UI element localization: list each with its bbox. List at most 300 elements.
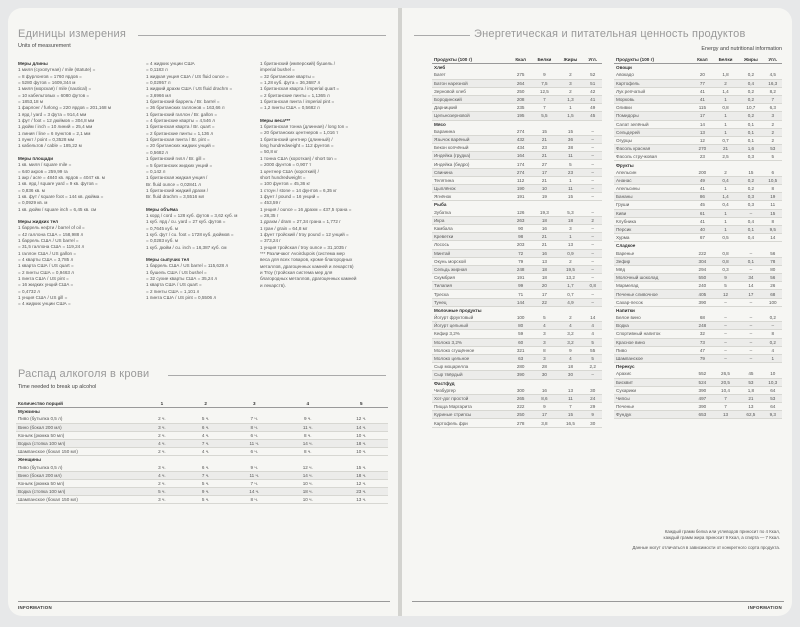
nutrition-value: 3 — [531, 354, 557, 362]
nutrition-value: 56 — [764, 274, 782, 282]
nutrition-value: 115 — [692, 104, 713, 112]
alcohol-title: Распад алкоголя в крови — [18, 368, 150, 380]
nutrition-product: Кефир 3,2% — [432, 330, 510, 338]
alcohol-row — [16, 423, 388, 431]
nutrition-value: 19,3 — [531, 209, 557, 217]
nutrition-product: Икра — [432, 216, 510, 224]
nutrition-product: Помидоры — [614, 112, 692, 120]
alcohol-hours: 18 ч. — [335, 471, 389, 479]
nutrition-note: каждый грамм жира приносит 9 Ккал, а спирта — 7 Ккал. — [663, 535, 780, 540]
units-line: веса для всех товаров, кроме благородных — [260, 257, 353, 263]
nutrition-group-name: Молочные продукты — [434, 307, 482, 313]
nutrition-value: – — [713, 330, 739, 338]
alcohol-hours: 12 ч. — [335, 479, 389, 487]
nutrition-value: 1,6 — [738, 145, 763, 153]
nutrition-value: 78 — [764, 257, 782, 265]
nutrition-product: Зубатка — [432, 209, 510, 217]
nutrition-value: 15 — [738, 169, 763, 177]
nutrition-value: 71 — [510, 290, 531, 298]
alcohol-hours: 5 ч. — [140, 488, 184, 496]
alcohol-hours: 12 ч. — [281, 464, 334, 472]
units-line: = 373,24 г — [260, 238, 281, 244]
nutrition-value: 294 — [692, 265, 713, 273]
nutrition-value: 0,2 — [764, 314, 782, 322]
nutrition-group-row — [614, 242, 782, 250]
units-line: = 4 жидких унции США — [146, 61, 195, 66]
units-line: 1 пинта США / US pint = 0,5506 л — [146, 295, 217, 301]
nutrition-product: Зефир — [614, 257, 692, 265]
nutrition-value: 2 — [764, 120, 782, 128]
units-line: = 0,02957 л — [146, 80, 171, 86]
units-line: short hundredweight = — [260, 174, 306, 180]
alcohol-hours: 10 ч. — [281, 496, 334, 504]
units-line: 1 британский галлон / Br. gallon = — [146, 111, 218, 117]
nutrition-product: Свинина — [432, 168, 510, 176]
alcohol-drink: Вино (бокал 200 мл) — [16, 471, 140, 479]
nutrition-value: 98 — [510, 233, 531, 241]
units-line: 1 унция тройская / troy ounce = 31,1035 г — [260, 244, 347, 250]
units-line: = 5280 футов = 1609,344 м — [18, 80, 76, 86]
alcohol-hours: 8 ч. — [281, 431, 334, 439]
alcohol-hours: 14 ч. — [281, 439, 334, 447]
units-line: 1 британская пинта / Br. pint = — [146, 137, 210, 143]
nutrition-value: 5,3 — [558, 209, 584, 217]
nutrition-value: 1,8 — [713, 71, 739, 79]
nutrition-value: 0,4 — [713, 176, 739, 184]
alcohol-hours: 18 ч. — [281, 488, 334, 496]
nutrition-value: 56 — [764, 250, 782, 258]
nutrition-value: 30 — [558, 371, 584, 379]
nutrition-value: 29 — [583, 403, 602, 411]
units-line: 1 фунт / pound = 16 унций = — [260, 193, 320, 199]
nutrition-value: 28 — [531, 363, 557, 371]
nutrition-row — [432, 411, 602, 419]
nutrition-value: 274 — [510, 128, 531, 136]
nutrition-row — [432, 79, 602, 87]
units-section-heading: Меры длины — [18, 61, 48, 66]
nutrition-row — [614, 370, 782, 378]
nutrition-product: Мёд — [614, 265, 692, 273]
nutrition-title: Энергетическая и питательная ценность продуктов — [474, 28, 746, 40]
nutrition-value: 7 — [531, 104, 557, 112]
units-line: = 100 фунтов = 45,36 кг — [260, 181, 311, 187]
units-section-heading: Меры сыпучих тел — [146, 256, 190, 262]
nutrition-row — [432, 241, 602, 249]
nutrition-value: 278 — [510, 419, 531, 427]
nutrition-product: Спортивный напиток — [614, 330, 692, 338]
nutrition-value: 0,8 — [713, 104, 739, 112]
nutrition-value: 16 — [531, 249, 557, 257]
units-line: = 1853,18 м — [18, 99, 43, 105]
nutrition-value: 2 — [764, 136, 782, 144]
nutrition-value: 16 — [531, 387, 557, 395]
left-page — [8, 8, 398, 616]
nutrition-value: 653 — [692, 411, 713, 419]
nutrition-value: 11 — [558, 394, 584, 402]
units-line: = 0,142 л — [146, 168, 166, 174]
nutrition-value: 0,1 — [738, 128, 763, 136]
nutrition-group-row — [614, 161, 782, 169]
nutrition-value: 53 — [738, 378, 763, 386]
nutrition-row — [614, 153, 782, 161]
nutrition-product: Оливки — [614, 104, 692, 112]
units-section-heading: Меры веса*** — [260, 117, 291, 123]
alcohol-hours: 7 ч. — [184, 471, 228, 479]
nutrition-product: Язычок варёный — [432, 135, 510, 143]
nutrition-value: 248 — [692, 322, 713, 330]
nutrition-value: – — [713, 314, 739, 322]
nutrition-row — [614, 354, 782, 362]
nutrition-row — [432, 354, 602, 362]
nutrition-value: 265 — [510, 394, 531, 402]
nutrition-product: Чизбургер — [432, 387, 510, 395]
nutrition-value: 15 — [558, 128, 584, 136]
nutrition-row — [432, 144, 602, 152]
nutrition-row — [432, 330, 602, 338]
nutrition-value: 61 — [692, 209, 713, 217]
nutrition-subtitle: Energy and nutritional information — [701, 46, 782, 52]
nutrition-value: 250 — [510, 411, 531, 419]
nutrition-value: 174 — [510, 160, 531, 168]
nutrition-row — [614, 250, 782, 258]
nutrition-product: Индейка (бедро) — [432, 160, 510, 168]
units-line: long hundredweight = 112 фунтов = — [260, 143, 334, 149]
units-line: 1 кварта США / US quart = — [146, 282, 202, 288]
units-line: 1 пинта США / US pint = — [18, 276, 69, 281]
nutrition-product: Картофель фри — [432, 419, 510, 427]
nutrition-product: Куриные стрипсы — [432, 411, 510, 419]
nutrition-value: 0,7 — [558, 290, 584, 298]
nutrition-product: Сыр твёрдый — [432, 371, 510, 379]
units-line: = 2000 фунтов = 0,907 т — [260, 162, 312, 168]
nutrition-row — [432, 314, 602, 322]
nutrition-product: Бородинский — [432, 95, 510, 103]
nutrition-value: 2 — [583, 216, 602, 224]
nutrition-product: Йогурт фруктовый — [432, 314, 510, 322]
nutrition-value: 13,2 — [558, 274, 584, 282]
units-line: 1 пункт / point = 0,3528 мм — [18, 137, 74, 143]
nutrition-value: 10 — [531, 185, 557, 193]
units-section-heading: Меры площади — [18, 155, 54, 161]
nutrition-product: Тунец — [432, 298, 510, 306]
units-line: = 1,2 пинты США = 0,5682 л — [260, 105, 320, 111]
units-line: 1 баррель США / US barrel = — [18, 237, 79, 243]
nutrition-product: Бекон копчёный — [432, 144, 510, 152]
nutrition-value: 15 — [558, 411, 584, 419]
nutrition-row — [614, 257, 782, 265]
alcohol-hours: 11 ч. — [228, 471, 281, 479]
nutrition-value: 1,8 — [738, 386, 763, 394]
nutrition-value: 12 — [692, 136, 713, 144]
nutrition-value: 250 — [510, 87, 531, 95]
nutrition-header-cell: Угл. — [583, 56, 602, 64]
nutrition-row — [614, 338, 782, 346]
units-line: 1 гран / grain = 64,8 мг — [260, 225, 308, 231]
nutrition-header-cell: Продукты (100 г) — [432, 56, 510, 64]
nutrition-row — [432, 176, 602, 184]
nutrition-value: 21 — [531, 241, 557, 249]
alcohol-hours: 2 ч. — [140, 415, 184, 423]
nutrition-value: 0,8 — [713, 257, 739, 265]
nutrition-value: – — [583, 224, 602, 232]
nutrition-value: 100 — [510, 314, 531, 322]
nutrition-value: 390 — [692, 403, 713, 411]
nutrition-value: 18 — [531, 274, 557, 282]
nutrition-value: – — [738, 322, 763, 330]
alcohol-group-row — [16, 408, 388, 416]
alcohol-title-rule — [168, 375, 386, 376]
nutrition-value: 0,3 — [738, 153, 763, 161]
alcohol-hours: 14 ч. — [228, 488, 281, 496]
nutrition-product: Печенье — [614, 403, 692, 411]
alcohol-hours: 7 ч. — [228, 415, 281, 423]
nutrition-value: 16,3 — [764, 79, 782, 87]
nutrition-value: 19 — [531, 193, 557, 201]
nutrition-row — [614, 234, 782, 242]
nutrition-value: 321 — [510, 346, 531, 354]
nutrition-product: Арахис — [614, 370, 692, 378]
nutrition-value: 405 — [692, 290, 713, 298]
nutrition-value: 20,5 — [713, 378, 739, 386]
nutrition-value: – — [764, 322, 782, 330]
nutrition-row — [614, 145, 782, 153]
units-line: 1 куб. ярд / cu. yard = 27 куб. футов = — [146, 219, 226, 225]
units-line: imperial bushel = — [260, 67, 295, 73]
nutrition-value: 263 — [510, 216, 531, 224]
nutrition-value: 0,4 — [738, 217, 763, 225]
nutrition-value: 2 — [713, 79, 739, 87]
units-line: 1 линия / line = 6 пунктов = 2,1 мм — [18, 130, 91, 136]
nutrition-group-name: Овощи — [616, 65, 632, 71]
nutrition-product: Дарницкий — [432, 104, 510, 112]
nutrition-product: Пиво — [614, 346, 692, 354]
alcohol-hours: 11 ч. — [281, 423, 334, 431]
nutrition-group-row — [432, 64, 602, 72]
nutrition-value: 1 — [558, 233, 584, 241]
nutrition-value: 270 — [692, 145, 713, 153]
nutrition-value: 2,2 — [583, 363, 602, 371]
nutrition-value: – — [713, 338, 739, 346]
alcohol-header-cell: Количество порций — [16, 400, 140, 408]
units-line: 1 жидкий драхм США / US fluid drachm = — [146, 86, 233, 92]
nutrition-value: 40 — [692, 225, 713, 233]
units-line: = 8 фурлонгов = 1760 ярдов = — [18, 73, 82, 79]
nutrition-value: 434 — [510, 144, 531, 152]
units-column-3 — [260, 61, 390, 289]
right-footer: INFORMATION — [748, 605, 782, 610]
alcohol-row — [16, 488, 388, 496]
nutrition-value: – — [583, 176, 602, 184]
nutrition-product: Мармелад — [614, 282, 692, 290]
nutrition-product: Огурцы — [614, 136, 692, 144]
nutrition-row — [614, 136, 782, 144]
nutrition-value: 16,5 — [558, 419, 584, 427]
nutrition-value: 0,2 — [738, 95, 763, 103]
nutrition-value: 248 — [510, 265, 531, 273]
nutrition-value: – — [583, 128, 602, 136]
nutrition-value: 7,5 — [531, 79, 557, 87]
nutrition-value: 10,3 — [764, 378, 782, 386]
nutrition-value: 8,2 — [764, 87, 782, 95]
alcohol-drink: Пиво (бутылка 0,5 л) — [16, 415, 140, 423]
alcohol-drink: Шампанское (бокал 150 мл) — [16, 496, 140, 504]
units-line: 1 кабельтов / cable = 185,22 м — [18, 143, 82, 149]
nutrition-value: 67 — [692, 234, 713, 242]
nutrition-value: 7 — [558, 403, 584, 411]
nutrition-value: 9 — [583, 411, 602, 419]
nutrition-value: 80 — [764, 265, 782, 273]
nutrition-value: 59 — [510, 330, 531, 338]
nutrition-product: Киви — [614, 209, 692, 217]
units-line: = 28,35 г — [260, 212, 279, 218]
nutrition-value: 86 — [692, 193, 713, 201]
nutrition-value: – — [583, 249, 602, 257]
alcohol-group-name: Женщины — [18, 457, 41, 463]
units-line: = 0,0283 куб. м — [146, 238, 179, 244]
nutrition-row — [432, 338, 602, 346]
nutrition-value: 18 — [558, 216, 584, 224]
nutrition-value: 22 — [531, 298, 557, 306]
nutrition-product: Фасоль красная — [614, 145, 692, 153]
nutrition-value: – — [583, 371, 602, 379]
nutrition-row — [432, 371, 602, 379]
nutrition-value: 390 — [510, 371, 531, 379]
nutrition-group-name: Сладкое — [616, 243, 636, 249]
nutrition-value: 18 — [531, 216, 557, 224]
nutrition-value: 49 — [692, 176, 713, 184]
nutrition-value: 26,5 — [713, 370, 739, 378]
units-line: = 0,5682 л — [146, 149, 168, 155]
nutrition-row — [432, 419, 602, 427]
nutrition-value: 15 — [531, 128, 557, 136]
units-line: = 2 пинты США = 0,9463 л — [18, 269, 74, 275]
nutrition-value: 432 — [510, 135, 531, 143]
units-line: 1 жидкая унция США / US fluid ounce = — [146, 73, 229, 79]
alcohol-row — [16, 431, 388, 439]
nutrition-value: 0,1 — [738, 257, 763, 265]
nutrition-row — [614, 265, 782, 273]
units-line: = 640 акров = 259,99 га — [18, 168, 68, 174]
nutrition-value: 4 — [558, 354, 584, 362]
nutrition-value: 13 — [738, 403, 763, 411]
nutrition-row — [614, 386, 782, 394]
units-line: = 0,836 кв. м — [18, 187, 45, 193]
nutrition-value: 4 — [583, 322, 602, 330]
nutrition-value: 17 — [692, 112, 713, 120]
nutrition-value: 8 — [531, 346, 557, 354]
nutrition-group-row — [614, 363, 782, 371]
nutrition-row — [614, 128, 782, 136]
nutrition-row — [614, 322, 782, 330]
nutrition-value: 64 — [764, 386, 782, 394]
nutrition-value: 30 — [531, 371, 557, 379]
nutrition-value: 0,2 — [764, 338, 782, 346]
units-line: 1 центнер США (короткий) / — [260, 168, 319, 174]
nutrition-value: 6,3 — [764, 104, 782, 112]
nutrition-value: 0,2 — [738, 71, 763, 79]
nutrition-value: 190 — [510, 185, 531, 193]
units-line: = 4 кварты США = 3,785 л — [18, 256, 74, 262]
nutrition-row — [614, 403, 782, 411]
nutrition-value: 20 — [531, 282, 557, 290]
alcohol-header-cell: 1 — [140, 400, 184, 408]
nutrition-value: 38 — [558, 144, 584, 152]
alcohol-header-cell: 5 — [335, 400, 389, 408]
nutrition-product: Клубника — [614, 217, 692, 225]
nutrition-product: Молоко цельное — [432, 354, 510, 362]
nutrition-value: 5 — [583, 354, 602, 362]
nutrition-value: – — [713, 354, 739, 362]
nutrition-value: 4 — [531, 322, 557, 330]
alcohol-group-name: Мужчины — [18, 409, 40, 415]
nutrition-product: Треска — [432, 290, 510, 298]
nutrition-value: 79 — [510, 257, 531, 265]
nutrition-product: Печенье сливочное — [614, 290, 692, 298]
units-line: = 2 британские пинты = 1,1365 л — [260, 92, 330, 98]
nutrition-product: Лук репчатый — [614, 87, 692, 95]
nutrition-value: 0,9 — [558, 249, 584, 257]
nutrition-product: Камбала — [432, 224, 510, 232]
nutrition-value: – — [583, 233, 602, 241]
nutrition-row — [614, 71, 782, 79]
nutrition-product: Картофель — [614, 79, 692, 87]
nutrition-group-name: Фастфуд — [434, 380, 455, 386]
nutrition-value: 53 — [764, 145, 782, 153]
nutrition-value: – — [583, 298, 602, 306]
alcohol-hours: 7 ч. — [184, 439, 228, 447]
alcohol-hours: 23 ч. — [335, 488, 389, 496]
nutrition-row — [432, 394, 602, 402]
nutrition-value: 17 — [531, 411, 557, 419]
alcohol-hours: 11 ч. — [228, 439, 281, 447]
units-title: Единицы измерения — [18, 28, 127, 40]
nutrition-value: 3,2 — [558, 338, 584, 346]
nutrition-product: Водка — [614, 322, 692, 330]
nutrition-value: 13 — [558, 241, 584, 249]
nutrition-value: 304 — [692, 257, 713, 265]
nutrition-product: Пицца Маргарита — [432, 403, 510, 411]
units-line: 1 куб. фут / cu. foot = 1728 куб. дюймов = — [146, 231, 234, 237]
nutrition-value: 63 — [510, 354, 531, 362]
nutrition-value: 1,4 — [713, 193, 739, 201]
nutrition-value: 3 — [531, 338, 557, 346]
nutrition-value: 1 — [764, 354, 782, 362]
alcohol-row — [16, 496, 388, 504]
nutrition-value: 27 — [531, 160, 557, 168]
nutrition-row — [432, 274, 602, 282]
nutrition-row — [614, 394, 782, 402]
units-line: = 0,0929 кв. м — [18, 200, 48, 206]
nutrition-value: 13 — [692, 128, 713, 136]
units-line: 1 британская жидкая унция / — [146, 175, 208, 181]
nutrition-value: 0,2 — [738, 87, 763, 95]
nutrition-group-row — [432, 306, 602, 314]
nutrition-value: 23 — [558, 168, 584, 176]
nutrition-value: – — [738, 338, 763, 346]
alcohol-drink: Вино (бокал 200 мл) — [16, 423, 140, 431]
units-line: *** Различают Avoirdupois (система мер — [260, 250, 345, 256]
alcohol-header-cell: 3 — [228, 400, 281, 408]
alcohol-hours: 6 ч. — [184, 423, 228, 431]
nutrition-value: 0,1 — [738, 120, 763, 128]
nutrition-value: 21 — [531, 152, 557, 160]
nutrition-value: 5,5 — [531, 112, 557, 120]
nutrition-product: Груши — [614, 201, 692, 209]
nutrition-value: – — [583, 152, 602, 160]
units-line: = 5 британских жидких унций = — [146, 162, 213, 168]
nutrition-row — [614, 79, 782, 87]
units-line: 1 британская пинта / imperial pint = — [260, 99, 335, 105]
